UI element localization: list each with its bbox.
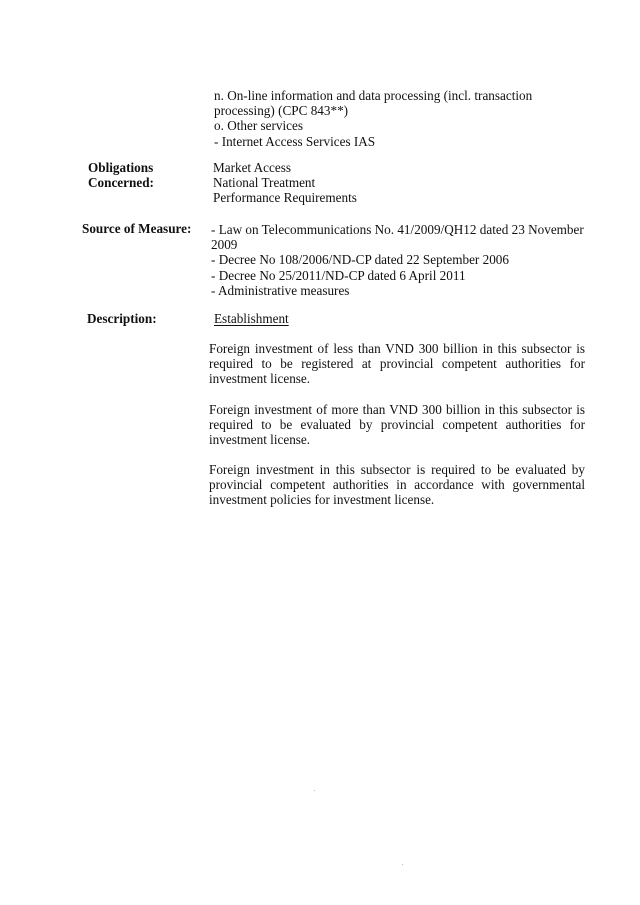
source-list [211, 222, 584, 298]
source-line: - Decree No 25/2011/ND-CP dated 6 April 2011 [211, 267, 466, 283]
obligations-label [88, 160, 154, 190]
source-line: 2009 [211, 237, 238, 253]
obligation-item: National Treatment [213, 175, 316, 191]
sector-line: n. On-line information and data processing (incl. transaction [214, 88, 533, 103]
description-paragraph: Foreign investment of less than VND 300 billion in this subsector is required to be registered at provincial competent authorities for investment license. [209, 341, 585, 387]
source-line: - Decree No 108/2006/ND-CP dated 22 September 2006 [211, 252, 509, 268]
source-line: - Administrative measures [211, 282, 350, 298]
sector-line: processing) (CPC 843**) [214, 103, 349, 119]
obligation-item: Performance Requirements [213, 190, 357, 206]
description-heading: Establishment [214, 311, 289, 326]
obligation-item: Market Access [213, 160, 291, 175]
sector-list [214, 88, 532, 149]
source-line: - Law on Telecommunications No. 41/2009/QH12 dated 23 November [211, 222, 584, 237]
description-paragraph: Foreign investment in this subsector is required to be evaluated by provincial competent authorities in accordance with governmental investment policies for investment license. [209, 462, 585, 508]
obligations-label-line2: Concerned: [88, 175, 154, 191]
obligations-list [213, 160, 357, 206]
sector-line: - Internet Access Services IAS [214, 133, 376, 149]
scan-speck [402, 864, 403, 865]
description-label: Description: [87, 311, 157, 326]
scan-speck [314, 790, 315, 791]
obligations-label-line1: Obligations [88, 160, 154, 175]
source-label: Source of Measure: [82, 221, 192, 236]
sector-line: o. Other services [214, 118, 303, 134]
description-paragraph: Foreign investment of more than VND 300 billion in this subsector is required to be evaluated by provincial competent authorities for investment license. [209, 402, 585, 448]
